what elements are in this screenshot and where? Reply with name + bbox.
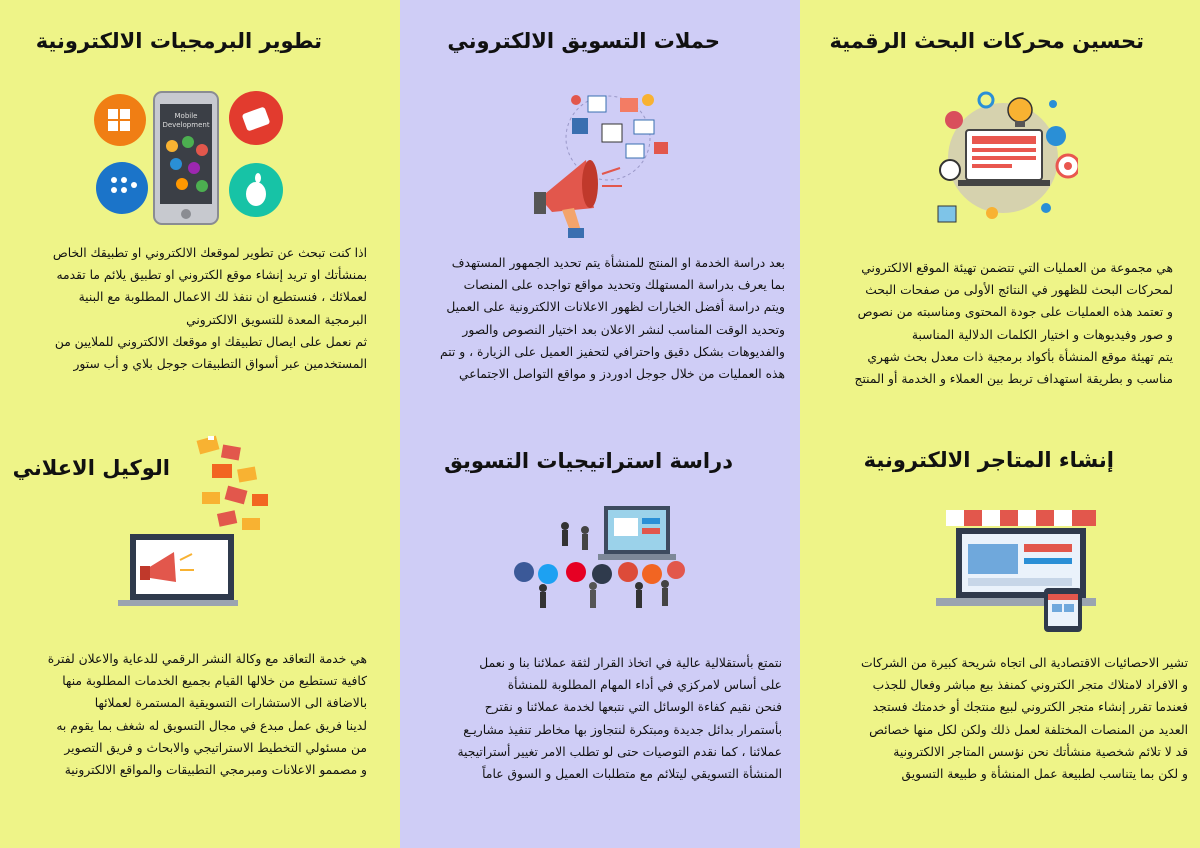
software-title: تطوير البرمجيات الالكترونية [35,29,322,53]
strategies-text [457,652,782,785]
seo-title: تحسين محركات البحث الرقمية [829,29,1144,53]
seo-line: لمحركات البحث للظهور في النتائج الأولى من صفحات البحث [865,283,1173,298]
agent-line: بالاضافة الى الاستشارات التسويقية المستمرة لعملائها [94,696,367,711]
strategies-line: المنشأة التسويقي ليتلائم مع متطلبات العميل و السوق عاماً [482,767,782,782]
seo-line: يتم تهيئة موقع المنشأة بأكواد برمجية ذات معدل بحث شهري [867,349,1173,364]
stores-text [861,652,1188,785]
agent-line: و مصممو الاعلانات ومبرمجي التطبيقات والمواقع الالكترونية [64,763,367,778]
seo-line: مناسب و بطريقة استهداف تربط بين العملاء و الخدمة أو المنتج [854,372,1173,387]
email-marketing-illustration [114,430,274,610]
stores-line: قد لا تلائم شخصية منشأتك نحن نؤسس المتاجر الالكترونية [893,744,1188,759]
strategies-line: نتمتع بأستقلالية عالية في اتخاذ القرار لثقة عملائنا بنا و نعمل [479,656,782,670]
software-line: ثم نعمل على ايصال تطبيقك او موقعك الالكتروني للملايين من [54,334,367,349]
stores-title: إنشاء المتاجر الالكترونية [863,448,1114,472]
campaigns-line: ويتم دراسة أفضل الخيارات لظهور الاعلانات الالكترونية على العميل [446,300,785,315]
seo-text [855,257,1173,390]
social-network-illustration [510,502,690,612]
strategies-line: بأستمرار بدائل جديدة ومبتكرة لنتجاوز بها مخاطر تنفيذ مشاريـع [463,722,782,737]
online-store-illustration [932,500,1112,635]
phone-label-development: Development [162,121,210,129]
stores-line: فعندما تقرر إنشاء متجر الكتروني لبيع منتجك أو خدمتك فستجد [872,700,1188,715]
agent-line: هي خدمة التعاقد مع وكالة النشر الرقمي للدعاية والاعلان لفترة [47,652,367,666]
software-line: لعملائك ، فنستطيع ان ننفذ لك الاعمال المطلوبة مع البنية [78,290,367,305]
phone-label-mobile: Mobile [174,112,198,120]
seo-line: هي مجموعة من العمليات التي تتضمن تهيئة الموقع الالكتروني [861,261,1173,275]
agent-line: من مسئولي التخطيط الاستراتيجي والابحاث و فريق التصوير [64,740,367,755]
stores-line: تشير الاحصائيات الاقتصادية الى اتجاه شريحة كبيرة من الشركات [861,656,1188,670]
stores-line: العديد من المنصات المختلفة لعمل ذلك ولكن لكل منها خصائص [869,722,1188,737]
software-line: بمنشأتك او تريد إنشاء موقع الكتروني او تطبيق يلائم ما تقدمه [56,268,367,283]
campaigns-text [440,252,785,385]
campaigns-line: هذه العمليات من خلال جوجل ادوردز و مواقع التواصل الاجتماعي [458,367,785,382]
strategies-line: فنحن نقيم كفاءة الوسائل التي نتبعها لخدمة عملائنا و نقترح [484,700,782,715]
campaigns-line: بعد دراسة الخدمة او المنتج للمنشأة يتم تحديد الجمهور المستهدف [451,256,785,270]
seo-line: و تعتمد هذه العمليات على جودة المحتوى ومناسبته من نصوص [857,305,1173,320]
seo-line: و صور وفيديوهات و اختيار الكلمات الدلالية المناسبة [911,327,1173,342]
agent-line: لدينا فريق عمل مبدع في مجال التسويق له شغف بما يقوم به [56,718,367,733]
software-text [53,242,367,375]
megaphone-illustration [528,78,678,243]
strategies-line: عملائنا ، كما نقدم التوصيات حتى لو تطلب الامر تغيير أستراتيجية [457,744,782,759]
stores-line: و لكن بما يتناسب لطبيعة عمل المنشأة و طبيعة التسويق [901,767,1188,782]
software-line: اذا كنت تبحث عن تطوير لموقعك الالكتروني او تطبيقك الخاص [52,246,367,260]
campaigns-line: بما يعرف بدراسة المستهلك وتحديد مواقع تواجده على المنصات [463,278,785,293]
campaigns-title: حملات التسويق الالكتروني [447,29,720,53]
strategies-line: على أساس لامركزي في أداء المهام المطلوبة للمنشأة [507,678,782,693]
campaigns-line: والفديوهات بشكل دقيق واحترافي لتحفيز العميل على الزيارة ، و تتم [440,344,785,359]
agent-line: كافية تستطيع من خلالها القيام بجميع الخدمات المطلوبة منها [62,674,367,689]
strategies-title: دراسة استراتيجيات التسويق [444,449,733,473]
agent-text [48,648,367,781]
mobile-development-illustration [92,88,292,228]
campaigns-line: وتحديد الوقت المناسب لنشر الاعلان بعد اختيار النصوص والصور [462,322,785,337]
software-line: المستخدمين عبر أسواق التطبيقات جوجل بلاي و أب ستور [73,357,367,372]
software-line: البرمجية المعدة للتسويق الالكتروني [186,312,367,327]
seo-illustration [928,88,1078,233]
stores-line: و الافراد لامتلاك متجر الكتروني كمنفذ بيع مباشر وفعال للجذب [872,678,1188,693]
agent-title: الوكيل الاعلاني [12,456,170,480]
